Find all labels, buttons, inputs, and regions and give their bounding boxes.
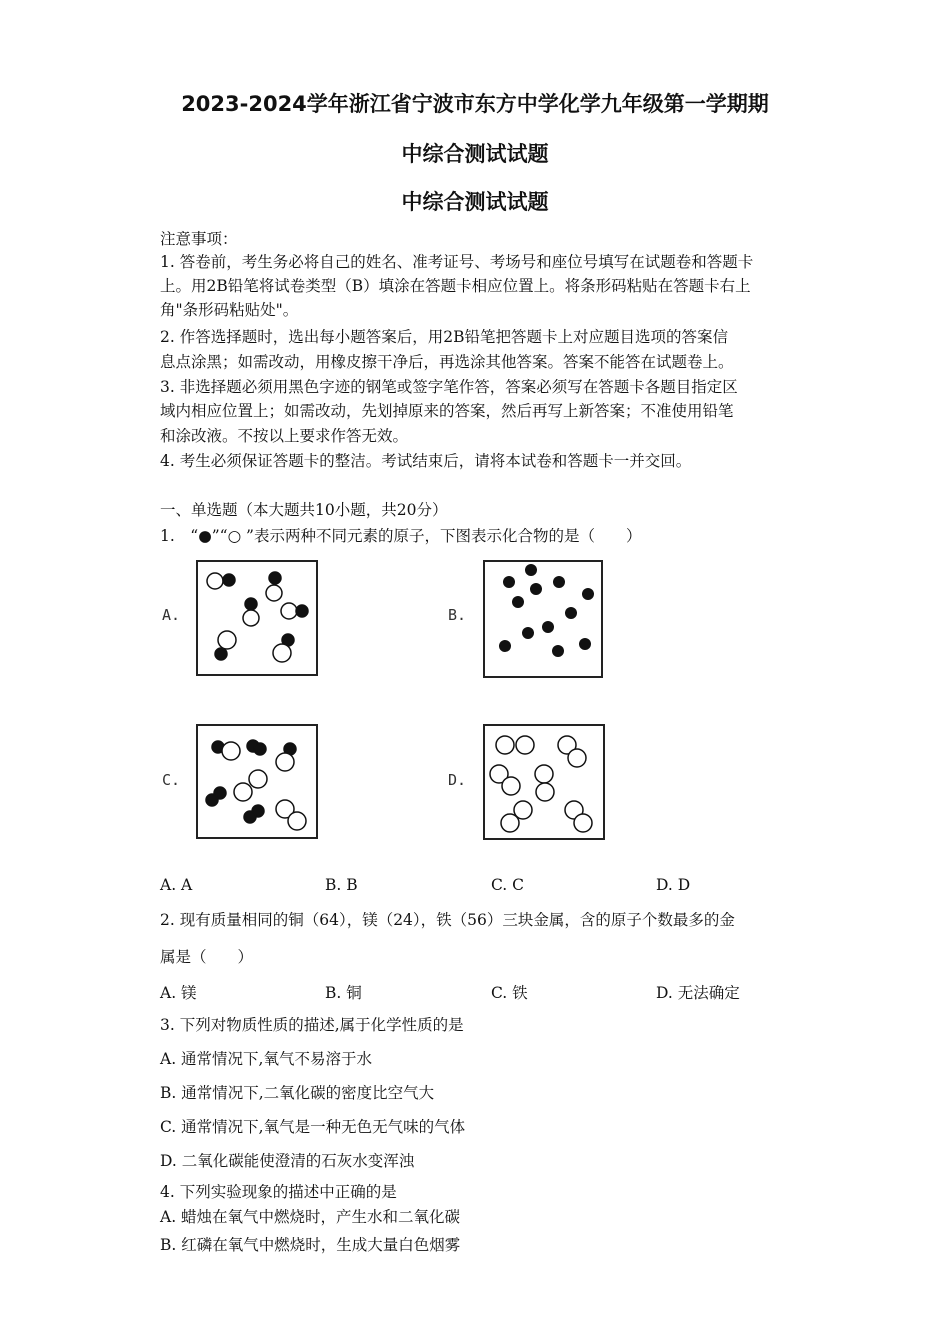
q3-option-b[interactable]: B. 通常情况下,二氧化碳的密度比空气大 [160,1084,435,1102]
title-line-1: 2023-2024学年浙江省宁波市东方中学化学九年级第一学期期 [181,92,769,116]
notice-line: 和涂改液。不按以上要求作答无效。 [160,427,409,445]
q2-option-b[interactable]: B. 铜 [325,984,362,1002]
notice-line: 域内相应位置上；如需改动，先划掉原来的答案，然后再写上新答案；不准使用铅笔 [160,402,734,420]
figure-d-label: D. [448,771,467,789]
title-line-3: 中综合测试试题 [401,190,549,214]
figure-c-box [196,724,318,839]
figure-d-particles [485,726,603,838]
notice-line: 角"条形码粘贴处"。 [160,301,299,319]
q3-option-a[interactable]: A. 通常情况下,氧气不易溶于水 [160,1050,372,1068]
section-heading: 一、单选题（本大题共10小题，共20分） [160,501,448,519]
figure-c-particles [198,726,316,837]
q3-option-c[interactable]: C. 通常情况下,氧气是一种无色无气味的气体 [160,1118,466,1136]
q1-option-d[interactable]: D. D [656,876,691,894]
figure-a-particles [198,562,316,674]
q1-option-a[interactable]: A. A [160,876,193,894]
figure-b-box [483,560,603,678]
notice-line: 4. 考生必须保证答题卡的整洁。考试结束后，请将本试卷和答题卡一并交回。 [160,452,692,470]
title-line-2: 中综合测试试题 [401,142,549,166]
q2-option-c[interactable]: C. 铁 [491,984,528,1002]
figure-a-box [196,560,318,676]
figure-a-label: A. [162,606,181,624]
q2-option-a[interactable]: A. 镁 [160,984,197,1002]
q2-stem-line-1: 2. 现有质量相同的铜（64），镁（24），铁（56）三块金属，含的原子个数最多的金 [160,911,735,929]
q1-stem: 1. “●”“○ ”表示两种不同元素的原子，下图表示化合物的是（ ） [160,527,642,545]
figure-d-box [483,724,605,840]
q2-option-d[interactable]: D. 无法确定 [656,984,740,1002]
q4-option-b[interactable]: B. 红磷在氧气中燃烧时，生成大量白色烟雾 [160,1236,461,1254]
figure-c-label: C. [162,771,181,789]
notice-heading: 注意事项： [160,230,238,248]
notice-line: 1. 答卷前，考生务必将自己的姓名、准考证号、考场号和座位号填写在试题卷和答题卡 [160,253,754,271]
q1-option-c[interactable]: C. C [491,876,525,894]
notice-line: 上。用2B铅笔将试卷类型（B）填涂在答题卡相应位置上。将条形码粘贴在答题卡右上 [160,277,751,295]
q4-option-a[interactable]: A. 蜡烛在氧气中燃烧时，产生水和二氧化碳 [160,1208,461,1226]
notice-line: 2. 作答选择题时，选出每小题答案后，用2B铅笔把答题卡上对应题目选项的答案信 [160,328,728,346]
q3-option-d[interactable]: D. 二氧化碳能使澄清的石灰水变浑浊 [160,1152,415,1170]
notice-line: 3. 非选择题必须用黑色字迹的钢笔或签字笔作答，答案必须写在答题卡各题目指定区 [160,378,738,396]
figure-b-label: B. [448,606,467,624]
notice-line: 息点涂黑；如需改动，用橡皮擦干净后，再选涂其他答案。答案不能答在试题卷上。 [160,353,734,371]
q1-option-b[interactable]: B. B [325,876,358,894]
q2-stem-line-2: 属是（ ） [160,948,254,966]
q3-stem: 3. 下列对物质性质的描述,属于化学性质的是 [160,1016,464,1034]
figure-b-particles [485,562,601,676]
q4-stem: 4. 下列实验现象的描述中正确的是 [160,1183,397,1201]
